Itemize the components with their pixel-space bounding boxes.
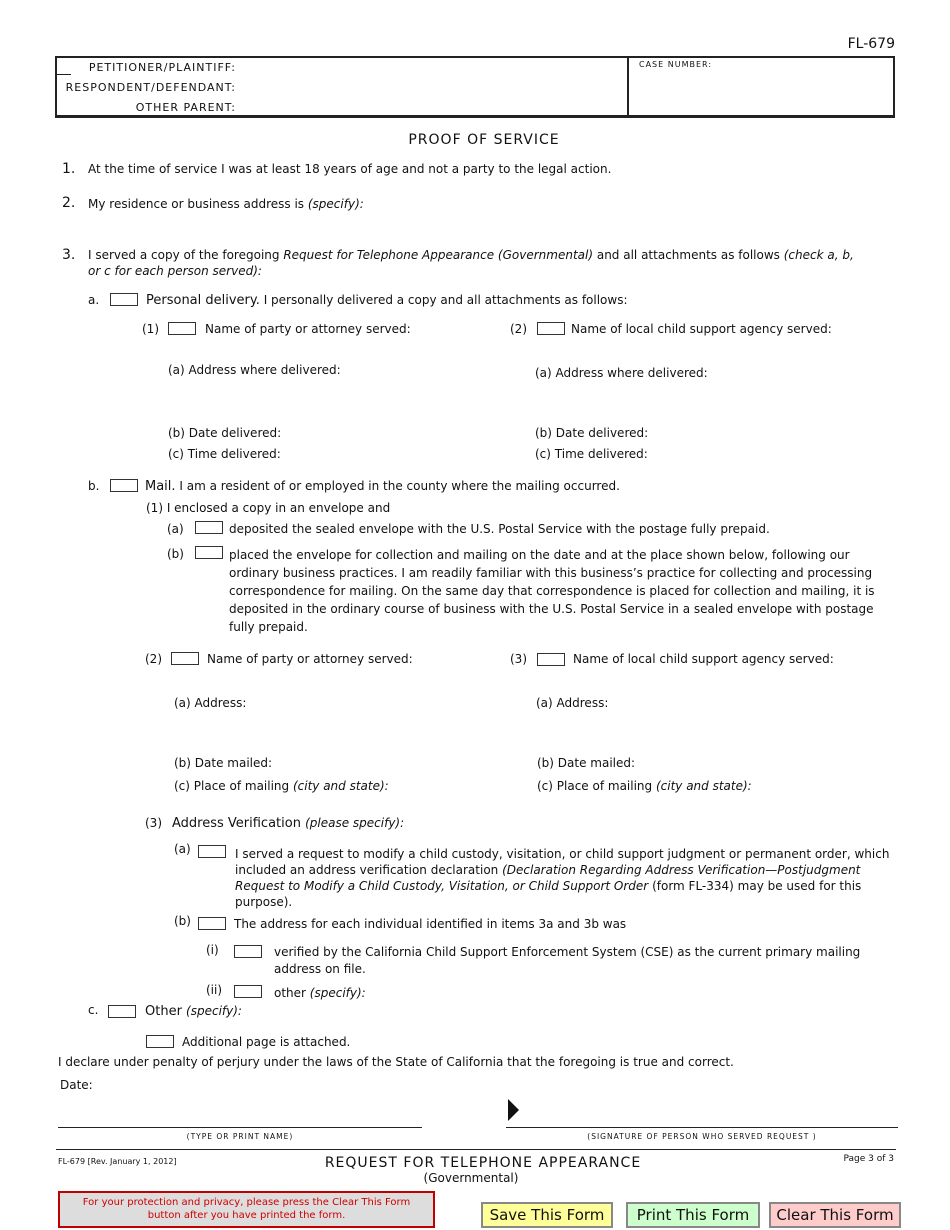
verif-ii-text: other (specify): [274,986,366,1000]
signature-arrow-icon [508,1099,519,1121]
b2-label: Name of party or attorney served: [207,652,413,666]
a1-label: Name of party or attorney served: [205,322,411,336]
a1-date-label: (b) Date delivered: [168,426,282,440]
verification-label: Address Verification (please specify): [172,816,405,831]
additional-page-text: Additional page is attached. [182,1035,351,1049]
deposited-checkbox[interactable] [195,521,223,534]
address-field[interactable] [380,195,890,235]
party-names-field[interactable] [240,60,620,116]
mail-checkbox[interactable] [110,479,138,492]
a2-address-label: (a) Address where delivered: [535,366,708,380]
a2-time-label: (c) Time delivered: [535,447,648,461]
form-number: FL-679 [847,36,895,52]
a1-number: (1) [142,322,159,336]
verif-ii-checkbox[interactable] [234,985,262,998]
a2-number: (2) [510,322,527,336]
revision-label: FL-679 [Rev. January 1, 2012] [58,1157,177,1166]
b3-date-label: (b) Date mailed: [537,756,636,770]
b2-date-label: (b) Date mailed: [174,756,273,770]
item-3a-letter: a. [88,293,100,307]
date-label: Date: [60,1078,93,1092]
case-number-label: CASE NUMBER: [639,60,713,69]
item-1-number: 1. [62,161,76,177]
personal-delivery-text: Personal delivery. I personally delivered a copy and all attachments as follows: [146,293,628,308]
b1a-number: (a) [167,522,184,536]
petitioner-label: PETITIONER/PLAINTIFF: [88,61,236,74]
verif-i-text: verified by the California Child Support Enforcement System (CSE) as the current primary mailing address on file. [274,945,861,976]
placed-checkbox[interactable] [195,546,223,559]
item-3-text-cont: or c for each person served): [88,264,262,278]
verif-i-checkbox[interactable] [234,945,262,958]
mail-text: Mail. I am a resident of or employed in the county where the mailing occurred. [145,479,620,494]
verif-a-text: I served a request to modify a child custody, visitation, or child support judgment or permanent order, which included an address verification declaration (Declaration Regarding Address Verification—Postjudgment Request to Modify a Child Custody, Visitation, or Child Support Order (form FL-334) may be used for this purpose). [235,847,890,909]
verif-i-number: (i) [206,943,219,957]
verif-b-text: The address for each individual identified in items 3a and 3b was [234,917,627,931]
other-label: Other (specify): [145,1004,242,1019]
b3-label: Name of local child support agency served: [573,652,834,666]
a1-address-label: (a) Address where delivered: [168,363,341,377]
page-number: Page 3 of 3 [843,1154,894,1164]
date-field[interactable] [100,1075,300,1093]
a1-checkbox[interactable] [168,322,196,335]
item-3c-letter: c. [88,1003,99,1017]
footer-subtitle: (Governmental) [423,1171,519,1185]
placed-text: placed the envelope for collection and mailing on the date and at the place shown below, following our ordinary business practices. I am readily familiar with this business’s practice for collecting and processing correspondence for mailing. On the same day that correspondence is placed for collection and mailing, it is deposited in the ordinary course of business with the U.S. Postal Service in a sealed envelope with postage fully prepaid. [229,548,875,634]
signature-label: (SIGNATURE OF PERSON WHO SERVED REQUEST ) [587,1132,817,1141]
item-2-number: 2. [62,195,76,211]
other-parent-label: OTHER PARENT: [135,101,236,114]
a1-name-field[interactable] [420,320,500,336]
enclosed-text: (1) I enclosed a copy in an envelope and [146,501,391,515]
b2-checkbox[interactable] [171,652,199,665]
a2-label: Name of local child support agency served: [571,322,832,336]
b2-place-label: (c) Place of mailing (city and state): [174,779,389,793]
verif-a-checkbox[interactable] [198,845,226,858]
b2-address-label: (a) Address: [174,696,247,710]
page-title: PROOF OF SERVICE [408,132,560,148]
verif-b-checkbox[interactable] [198,917,226,930]
verif-ii-number: (ii) [206,983,223,997]
case-number-field[interactable] [630,72,892,114]
b3-checkbox[interactable] [537,653,565,666]
a2-checkbox[interactable] [537,322,565,335]
verif-b-number: (b) [174,914,191,928]
other-checkbox[interactable] [108,1005,136,1018]
type-name-label: (TYPE OR PRINT NAME) [186,1132,294,1141]
a2-date-label: (b) Date delivered: [535,426,649,440]
item-3-number: 3. [62,247,76,263]
b2-number: (2) [145,652,162,666]
b3-address-label: (a) Address: [536,696,609,710]
declaration-text: I declare under penalty of perjury under the laws of the State of California that the foregoing is true and correct. [58,1055,734,1069]
footer-title: REQUEST FOR TELEPHONE APPEARANCE [324,1155,642,1171]
additional-page-checkbox[interactable] [146,1035,174,1048]
item-3-text: I served a copy of the foregoing Request for Telephone Appearance (Governmental) and all attachments as follows (check a, b, [88,248,854,262]
deposited-text: deposited the sealed envelope with the U.S. Postal Service with the postage fully prepaid. [229,522,770,536]
privacy-notice [58,1191,435,1228]
privacy-notice-text: For your protection and privacy, please press the Clear This Form button after you have printed the form. [82,1197,411,1221]
clear-button[interactable]: Clear This Form [769,1202,901,1228]
verification-number: (3) [145,816,162,830]
b3-number: (3) [510,652,527,666]
item-2-text: My residence or business address is (specify): [88,197,364,211]
type-name-field[interactable] [60,1106,422,1126]
personal-delivery-checkbox[interactable] [110,293,138,306]
verif-a-number: (a) [174,842,191,856]
b1b-number: (b) [167,547,184,561]
save-button[interactable]: Save This Form [481,1202,613,1228]
item-3b-letter: b. [88,479,100,493]
b3-place-label: (c) Place of mailing (city and state): [537,779,752,793]
respondent-label: RESPONDENT/DEFENDANT: [65,81,236,94]
print-button[interactable]: Print This Form [626,1202,760,1228]
a1-time-label: (c) Time delivered: [168,447,281,461]
item-1-text: At the time of service I was at least 18 years of age and not a party to the legal action. [88,162,612,176]
